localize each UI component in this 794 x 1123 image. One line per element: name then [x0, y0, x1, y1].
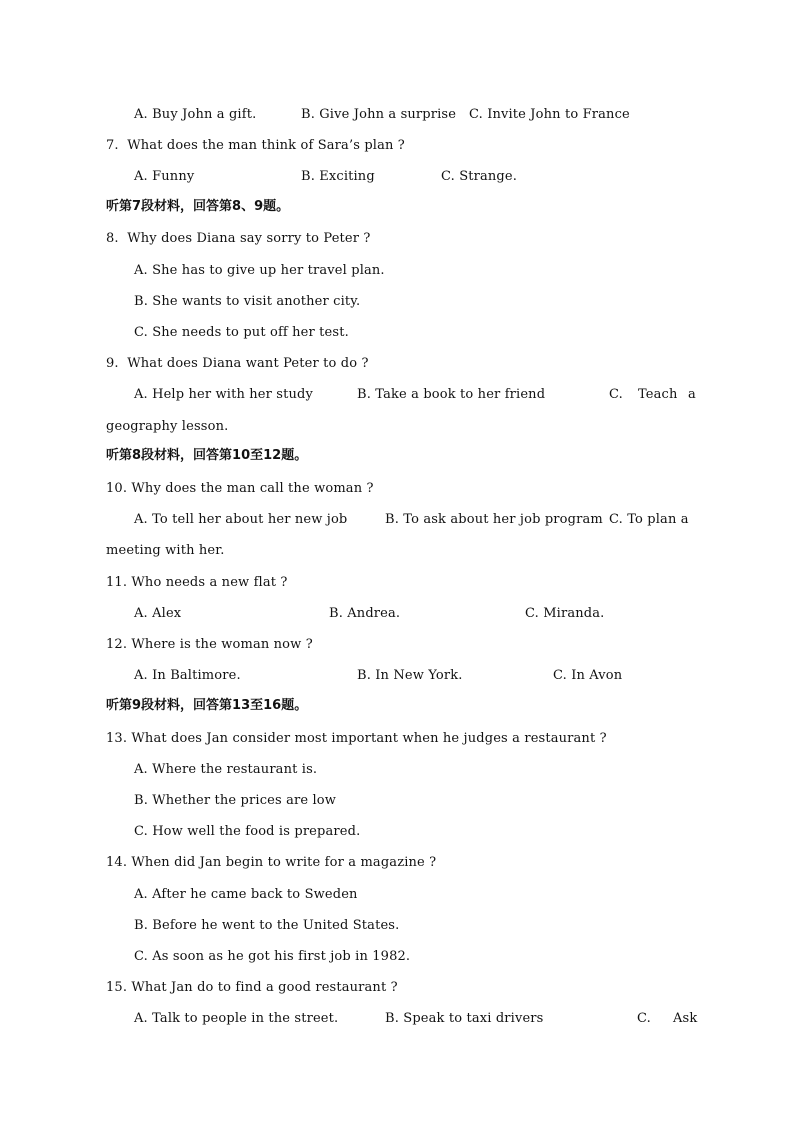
question-10: 10. Why does the man call the woman ? — [106, 481, 374, 496]
q7-option-b: B. Exciting — [301, 169, 375, 184]
question-8: 8. Why does Diana say sorry to Peter ? — [106, 231, 371, 246]
q14-option-b: B. Before he went to the United States. — [134, 918, 400, 933]
q10-option-c: C. To plan a — [609, 512, 689, 527]
q8-option-b: B. She wants to visit another city. — [134, 294, 361, 309]
q14-option-a: A. After he came back to Sweden — [134, 887, 358, 902]
q15-option-a: A. Talk to people in the street. — [134, 1011, 339, 1026]
q8-option-c: C. She needs to put off her test. — [134, 325, 349, 340]
q13-option-a: A. Where the restaurant is. — [134, 762, 318, 777]
question-7: 7. What does the man think of Sara’s plan ? — [106, 138, 405, 153]
question-12: 12. Where is the woman now ? — [106, 637, 313, 652]
q9-option-c-word2: a — [688, 387, 696, 402]
q15-option-c-label: C. — [637, 1011, 651, 1026]
q6-option-c: C. Invite John to France — [469, 107, 630, 122]
q14-option-c: C. As soon as he got his first job in 1982. — [134, 949, 411, 964]
section-9-heading: 听第9段材料，回答第13至16题。 — [106, 698, 308, 713]
q12-option-b: B. In New York. — [357, 668, 463, 683]
q6-option-a: A. Buy John a gift. — [134, 107, 257, 122]
q6-option-b: B. Give John a surprise — [301, 107, 457, 122]
q15-option-c-word: Ask — [673, 1011, 698, 1026]
q9-option-c-label: C. — [609, 387, 623, 402]
section-7-heading: 听第7段材料，回答第8、9题。 — [106, 199, 290, 214]
q13-option-b: B. Whether the prices are low — [134, 793, 337, 808]
q7-option-c: C. Strange. — [441, 169, 518, 184]
question-11: 11. Who needs a new flat ? — [106, 575, 288, 590]
q9-option-b: B. Take a book to her friend — [357, 387, 546, 402]
q12-option-c: C. In Avon — [553, 668, 623, 683]
q9-option-c-continued: geography lesson. — [106, 419, 229, 434]
q11-option-a: A. Alex — [134, 606, 182, 621]
question-9: 9. What does Diana want Peter to do ? — [106, 356, 369, 371]
question-14: 14. When did Jan begin to write for a magazine ? — [106, 855, 437, 870]
q10-option-c-continued: meeting with her. — [106, 543, 225, 558]
q10-option-a: A. To tell her about her new job — [134, 512, 348, 527]
section-8-heading: 听第8段材料，回答第10至12题。 — [106, 448, 308, 463]
q10-option-b: B. To ask about her job program — [385, 512, 603, 527]
q9-option-a: A. Help her with her study — [134, 387, 313, 402]
q11-option-b: B. Andrea. — [329, 606, 401, 621]
question-15: 15. What Jan do to find a good restaurant ? — [106, 980, 398, 995]
q13-option-c: C. How well the food is prepared. — [134, 824, 361, 839]
question-13: 13. What does Jan consider most important when he judges a restaurant ? — [106, 731, 607, 746]
q9-option-c-word1: Teach — [638, 387, 678, 402]
q8-option-a: A. She has to give up her travel plan. — [134, 263, 385, 278]
q7-option-a: A. Funny — [134, 169, 195, 184]
q15-option-b: B. Speak to taxi drivers — [385, 1011, 544, 1026]
q12-option-a: A. In Baltimore. — [134, 668, 241, 683]
q11-option-c: C. Miranda. — [525, 606, 605, 621]
